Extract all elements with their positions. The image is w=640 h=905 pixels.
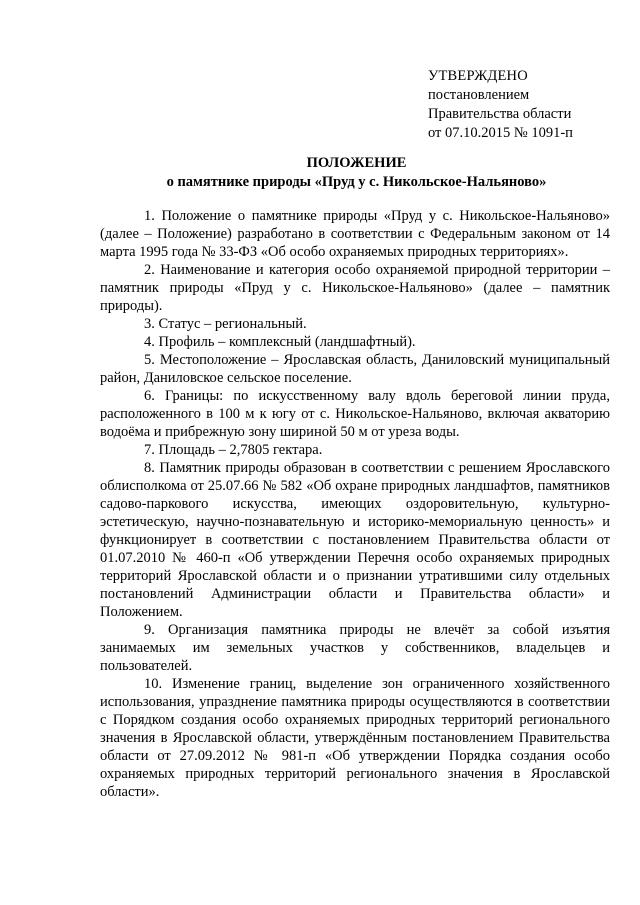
document-subheading: о памятнике природы «Пруд у с. Никольское-Нальяново» — [166, 174, 547, 190]
approval-line-1: постановлением — [428, 87, 530, 103]
paragraph-8: 8. Памятник природы образован в соответствии с решением Ярославского облисполкома от 25.07.66 № 582 «Об охране природных ландшафтов, памятников садово-паркового искусства, имеющих оздоровительную, культурно-эстетическую, научно-познавательную и историко-мемориальную ценность» и функционирует в соответствии с постановлением Правительства области от 01.07.2010 № 460-п «Об утверждении Перечня особо охраняемых природных территорий Ярославской области и о признании утратившими силу отдельных постановлений Администрации области и Правительства области» и Положением. — [100, 460, 610, 620]
paragraph-9: 9. Организация памятника природы не влечёт за собой изъятия занимаемых им земельных участков у собственников, владельцев и пользователей. — [100, 622, 610, 674]
paragraph-10: 10. Изменение границ, выделение зон ограниченного хозяйственного использования, упразднение памятника природы осуществляются в соответствии с Порядком создания особо охраняемых природных территорий регионального значения в Ярославской области, утверждённым постановлением Правительства области от 27.09.2012 № 981-п «Об утверждении Порядка создания особо охраняемых природных территорий регионального значения в Ярославской области». — [100, 676, 610, 800]
approval-stamp — [428, 67, 628, 143]
paragraph-2: 2. Наименование и категория особо охраняемой природной территории – памятник природы «Пруд у с. Никольское-Нальяново» (далее – памятник природы). — [100, 262, 610, 314]
paragraph-7: 7. Площадь – 2,7805 гектара. — [144, 442, 323, 458]
paragraph-6: 6. Границы: по искусственному валу вдоль береговой линии пруда, расположенного в 100 м к югу от с. Никольское-Нальяново, включая акваторию водоёма и прибрежную зону шириной 50 м от уреза воды. — [100, 388, 610, 440]
approval-line-2: Правительства области — [428, 106, 572, 122]
paragraph-1: 1. Положение о памятнике природы «Пруд у с. Никольское-Нальяново» (далее – Положение) разработано в соответствии с Федеральным законом от 14 марта 1995 года № 33-ФЗ «Об особо охраняемых природных территориях». — [100, 208, 610, 260]
approval-line-3: от 07.10.2015 № 1091-п — [428, 125, 573, 141]
document-title — [100, 154, 613, 192]
document-body — [100, 207, 610, 801]
paragraph-3: 3. Статус – региональный. — [144, 316, 307, 332]
paragraph-4: 4. Профиль – комплексный (ландшафтный). — [144, 334, 416, 350]
document-heading: ПОЛОЖЕНИЕ — [306, 155, 407, 171]
approval-title: УТВЕРЖДЕНО — [428, 68, 528, 84]
paragraph-5: 5. Местоположение – Ярославская область, Даниловский муниципальный район, Даниловское сельское поселение. — [100, 352, 610, 386]
